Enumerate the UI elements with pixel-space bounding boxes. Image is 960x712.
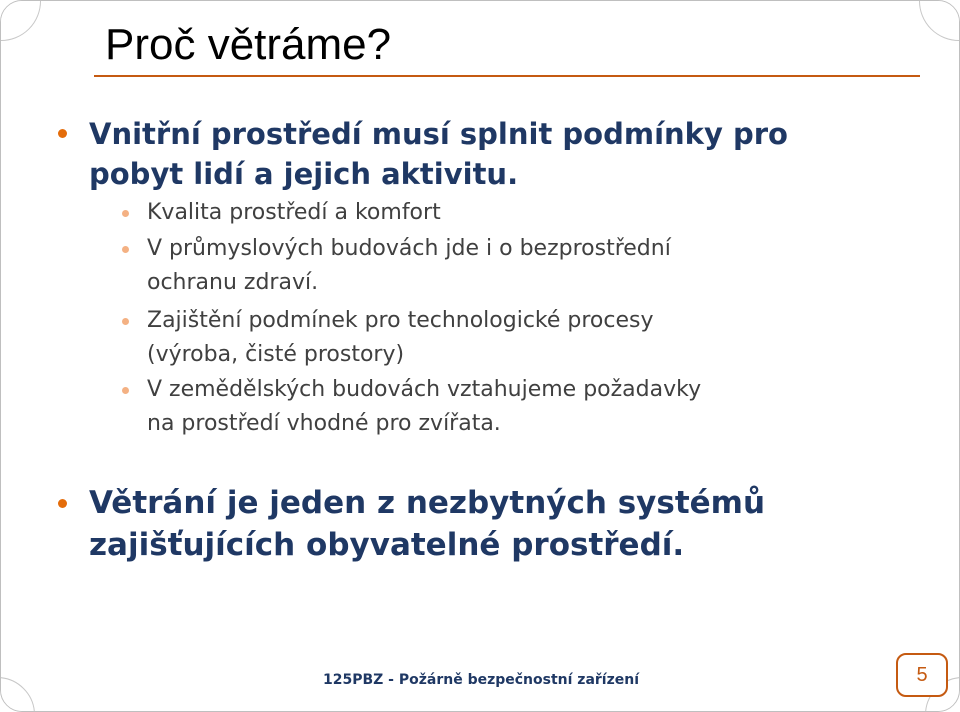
corner-decoration [0, 0, 41, 41]
sub-bullet-dot-icon [122, 318, 129, 325]
sub-point-1 [147, 196, 907, 230]
sub-bullet-dot-icon [122, 387, 129, 394]
sub-bullet-dot-icon [122, 246, 129, 253]
sub-point-2-line-2: ochranu zdraví. [147, 270, 319, 295]
sub-point-1-line-1: Kvalita prostředí a komfort [147, 200, 441, 225]
main-point-1 [89, 114, 889, 194]
title-divider [94, 75, 920, 77]
main-point-2 [89, 482, 919, 566]
sub-point-4-line-2: na prostředí vhodné pro zvířata. [147, 411, 501, 436]
bullet-dot-icon [58, 129, 67, 138]
main-point-1-line-2: pobyt lidí a jejich aktivitu. [89, 157, 519, 191]
sub-point-4-line-1: V zemědělských budovách vztahujeme požadavky [147, 377, 702, 402]
sub-point-4 [147, 373, 907, 441]
corner-decoration [0, 677, 35, 712]
sub-point-3-line-1: Zajištění podmínek pro technologické procesy [147, 308, 654, 333]
main-point-2-line-2: zajišťujících obyvatelné prostředí. [89, 527, 685, 563]
sub-point-3 [147, 304, 907, 372]
footer-course-name: 125PBZ - Požárně bezpečnostní zařízení [323, 672, 640, 688]
slide-title: Proč větráme? [105, 20, 392, 69]
sub-point-2 [147, 232, 907, 300]
page-number-badge [896, 653, 948, 697]
sub-point-3-line-2: (výroba, čisté prostory) [147, 342, 405, 367]
page-number: 5 [916, 663, 928, 686]
sub-bullet-dot-icon [122, 210, 129, 217]
bullet-dot-icon [58, 499, 67, 508]
main-point-1-line-1: Vnitřní prostředí musí splnit podmínky pro [89, 117, 788, 151]
corner-decoration [919, 0, 960, 41]
sub-point-2-line-1: V průmyslových budovách jde i o bezprostřední [147, 236, 671, 261]
main-point-2-line-1: Větrání je jeden z nezbytných systémů [89, 485, 766, 521]
